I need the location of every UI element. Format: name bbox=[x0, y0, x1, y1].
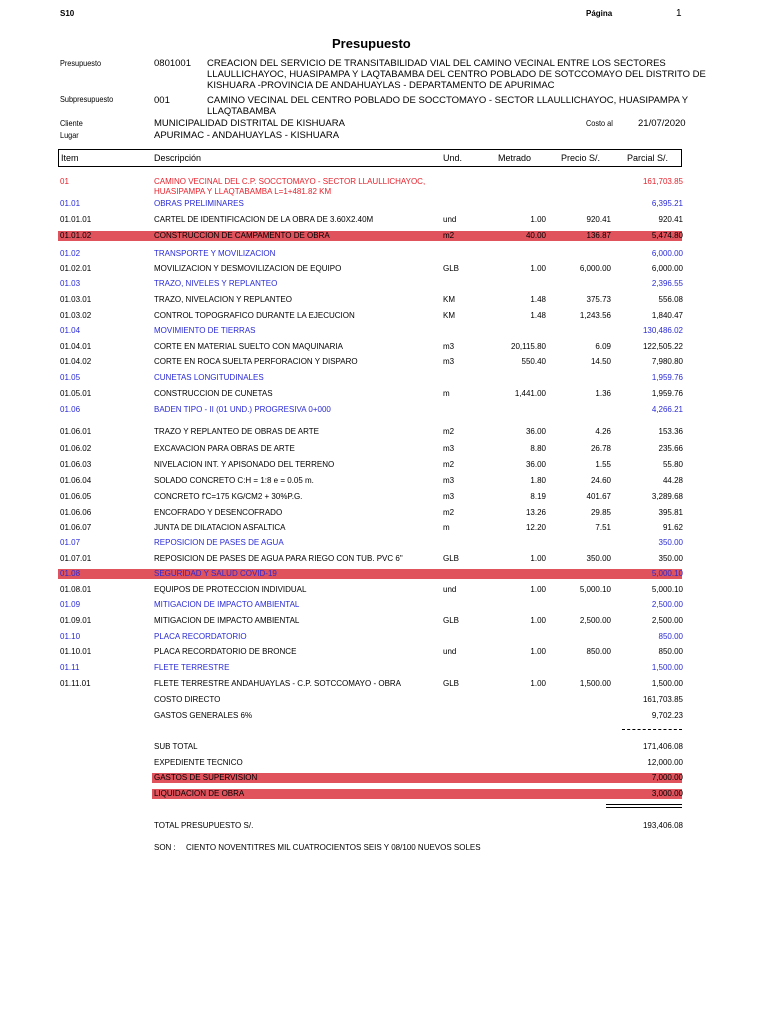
row-parcial: 920.41 bbox=[658, 215, 683, 224]
row-description: JUNTA DE DILATACION ASFALTICA bbox=[154, 523, 286, 532]
row-description: MITIGACION DE IMPACTO AMBIENTAL bbox=[154, 616, 300, 625]
row-unit: KM bbox=[443, 295, 455, 304]
row-description: REPOSICION DE PASES DE AGUA PARA RIEGO CON TUB. PVC 6" bbox=[154, 554, 403, 563]
row-parcial: 1,500.00 bbox=[651, 663, 683, 672]
col-precio-header: Precio S/. bbox=[561, 153, 601, 163]
row-description: MITIGACION DE IMPACTO AMBIENTAL bbox=[154, 600, 300, 609]
subpresupuesto-description-line: CAMINO VECINAL DEL CENTRO POBLADO DE SOCCTOMAYO - SECTOR LLAULLICHAYOC, HUASIPAMPA Y bbox=[207, 95, 689, 106]
col-parcial-header: Parcial S/. bbox=[627, 153, 669, 163]
row-unit: m3 bbox=[443, 492, 455, 501]
totals-value: 12,000.00 bbox=[647, 758, 683, 767]
table-row bbox=[0, 567, 768, 581]
row-unit: m3 bbox=[443, 444, 455, 453]
row-item-code: 01.06.04 bbox=[60, 476, 92, 485]
table-row bbox=[0, 403, 768, 417]
row-parcial: 2,500.00 bbox=[651, 600, 683, 609]
table-row bbox=[0, 490, 768, 504]
presupuesto-description bbox=[207, 58, 706, 91]
row-precio: 1,243.56 bbox=[579, 311, 611, 320]
row-unit: KM bbox=[443, 311, 455, 320]
row-item-code: 01.05.01 bbox=[60, 389, 92, 398]
row-unit: GLB bbox=[443, 616, 460, 625]
row-metrado: 8.19 bbox=[530, 492, 546, 501]
row-item-code: 01.03 bbox=[60, 279, 81, 288]
row-description: TRAZO Y REPLANTEO DE OBRAS DE ARTE bbox=[154, 427, 319, 436]
row-description: BADEN TIPO - II (01 UND.) PROGRESIVA 0+000 bbox=[154, 405, 331, 414]
row-unit: m3 bbox=[443, 357, 455, 366]
row-metrado: 1,441.00 bbox=[514, 389, 546, 398]
row-unit: m bbox=[443, 523, 450, 532]
row-precio: 1.55 bbox=[595, 460, 611, 469]
table-row bbox=[0, 458, 768, 472]
row-metrado: 550.40 bbox=[521, 357, 546, 366]
row-description: NIVELACION INT. Y APISONADO DEL TERRENO bbox=[154, 460, 335, 469]
row-metrado: 36.00 bbox=[525, 460, 546, 469]
row-parcial: 6,000.00 bbox=[651, 249, 683, 258]
col-und-header: Und. bbox=[443, 153, 463, 163]
row-item-code: 01.11 bbox=[60, 663, 80, 672]
table-row bbox=[0, 309, 768, 323]
subpresupuesto-code: 001 bbox=[154, 95, 170, 106]
row-precio: 26.78 bbox=[590, 444, 611, 453]
page-label: Página bbox=[586, 9, 613, 18]
table-row bbox=[0, 175, 768, 196]
page-title: Presupuesto bbox=[332, 36, 411, 51]
row-metrado: 1.80 bbox=[530, 476, 546, 485]
row-description: CORTE EN ROCA SUELTA PERFORACION Y DISPARO bbox=[154, 357, 358, 366]
row-description: SEGURIDAD Y SALUD COVID-19 bbox=[154, 569, 277, 578]
row-parcial: 6,000.00 bbox=[651, 264, 683, 273]
son-text: CIENTO NOVENTITRES MIL CUATROCIENTOS SEIS Y 08/100 NUEVOS SOLES bbox=[186, 843, 481, 852]
row-unit: und bbox=[443, 647, 457, 656]
subtotal-separator bbox=[622, 729, 682, 730]
row-parcial: 1,500.00 bbox=[651, 679, 683, 688]
row-metrado: 12.20 bbox=[525, 523, 546, 532]
table-row bbox=[0, 630, 768, 644]
table-row bbox=[0, 506, 768, 520]
row-description: CONTROL TOPOGRAFICO DURANTE LA EJECUCION bbox=[154, 311, 355, 320]
table-row bbox=[0, 645, 768, 659]
system-label: S10 bbox=[60, 9, 75, 18]
table-row bbox=[0, 425, 768, 439]
row-metrado: 1.00 bbox=[530, 215, 546, 224]
row-metrado: 13.26 bbox=[525, 508, 546, 517]
table-row bbox=[0, 474, 768, 488]
totals-value: 171,406.08 bbox=[642, 742, 683, 751]
row-unit: GLB bbox=[443, 554, 460, 563]
table-row bbox=[0, 583, 768, 597]
row-item-code: 01.03.01 bbox=[60, 295, 92, 304]
table-row bbox=[0, 262, 768, 276]
row-metrado: 1.00 bbox=[530, 585, 546, 594]
row-metrado: 1.00 bbox=[530, 679, 546, 688]
row-parcial: 3,289.68 bbox=[651, 492, 683, 501]
row-precio: 6,000.00 bbox=[579, 264, 611, 273]
row-parcial: 2,500.00 bbox=[651, 616, 683, 625]
row-description: EXCAVACION PARA OBRAS DE ARTE bbox=[154, 444, 295, 453]
totals-value: 9,702.23 bbox=[651, 711, 683, 720]
row-parcial: 850.00 bbox=[658, 632, 683, 641]
totals-label: EXPEDIENTE TECNICO bbox=[154, 758, 243, 767]
row-description: FLETE TERRESTRE ANDAHUAYLAS - C.P. SOTCCOMAYO - OBRA bbox=[154, 679, 402, 688]
subpresupuesto-label: Subpresupuesto bbox=[60, 94, 114, 104]
subpresupuesto-description bbox=[207, 95, 688, 117]
row-metrado: 20,115.80 bbox=[511, 342, 546, 351]
totals-label: GASTOS GENERALES 6% bbox=[154, 711, 253, 720]
row-description: CARTEL DE IDENTIFICACION DE LA OBRA DE 3.60X2.40M bbox=[154, 215, 374, 224]
row-description: PLACA RECORDATORIO DE BRONCE bbox=[154, 647, 297, 656]
row-precio: 4.26 bbox=[595, 427, 611, 436]
row-item-code: 01.04.01 bbox=[60, 342, 92, 351]
col-item-header: Item bbox=[61, 153, 79, 163]
row-unit: und bbox=[443, 215, 457, 224]
row-parcial: 5,474.80 bbox=[651, 231, 683, 240]
row-description: TRAZO, NIVELACION Y REPLANTEO bbox=[154, 295, 292, 304]
row-item-code: 01.06.05 bbox=[60, 492, 92, 501]
totals-row bbox=[0, 771, 768, 785]
table-row bbox=[0, 677, 768, 691]
row-precio: 7.51 bbox=[595, 523, 611, 532]
presupuesto-label: Presupuesto bbox=[60, 58, 102, 68]
row-item-code: 01.06.01 bbox=[60, 427, 92, 436]
row-metrado: 1.48 bbox=[530, 311, 546, 320]
row-description: CONSTRUCCION DE CAMPAMENTO DE OBRA bbox=[154, 231, 330, 240]
totals-row bbox=[0, 709, 768, 723]
row-unit: und bbox=[443, 585, 457, 594]
row-metrado: 1.00 bbox=[530, 616, 546, 625]
totals-row bbox=[0, 756, 768, 770]
row-precio: 350.00 bbox=[586, 554, 611, 563]
row-parcial: 44.28 bbox=[662, 476, 683, 485]
row-item-code: 01.06.02 bbox=[60, 444, 92, 453]
row-parcial: 161,703.85 bbox=[642, 177, 683, 186]
row-precio: 850.00 bbox=[586, 647, 611, 656]
row-parcial: 850.00 bbox=[658, 647, 683, 656]
row-metrado: 1.00 bbox=[530, 264, 546, 273]
total-separator-bottom bbox=[606, 807, 682, 808]
row-precio: 920.41 bbox=[586, 215, 611, 224]
subpresupuesto-description-line: LLAQTABAMBA bbox=[207, 106, 276, 117]
row-unit: m3 bbox=[443, 476, 455, 485]
row-description-line2: HUASIPAMPA Y LLAQTABAMBA L=1+481.82 KM bbox=[154, 187, 332, 196]
row-precio: 375.73 bbox=[586, 295, 611, 304]
totals-value: 193,406.08 bbox=[642, 821, 683, 830]
table-row bbox=[0, 552, 768, 566]
row-item-code: 01.09.01 bbox=[60, 616, 92, 625]
table-row bbox=[0, 229, 768, 243]
row-description: CONSTRUCCION DE CUNETAS bbox=[154, 389, 273, 398]
row-description: MOVILIZACION Y DESMOVILIZACION DE EQUIPO bbox=[154, 264, 342, 273]
costo-label: Costo al bbox=[586, 118, 613, 128]
row-precio: 401.67 bbox=[586, 492, 611, 501]
row-description: CONCRETO f'C=175 KG/CM2 + 30%P.G. bbox=[154, 492, 303, 501]
row-item-code: 01.01.01 bbox=[60, 215, 92, 224]
presupuesto-description-line: KISHUARA -PROVINCIA DE ANDAHUAYLAS - DEPARTAMENTO DE APURIMAC bbox=[207, 80, 555, 91]
row-item-code: 01.11.01 bbox=[60, 679, 91, 688]
table-row bbox=[0, 213, 768, 227]
table-row bbox=[0, 355, 768, 369]
table-row bbox=[0, 521, 768, 535]
row-item-code: 01.06 bbox=[60, 405, 81, 414]
totals-label: SUB TOTAL bbox=[154, 742, 198, 751]
row-description: CORTE EN MATERIAL SUELTO CON MAQUINARIA bbox=[154, 342, 343, 351]
totals-label: COSTO DIRECTO bbox=[154, 695, 221, 704]
totals-row bbox=[0, 740, 768, 754]
totals-label: LIQUIDACION DE OBRA bbox=[154, 789, 245, 798]
row-parcial: 5,000.10 bbox=[651, 585, 683, 594]
presupuesto-code: 0801001 bbox=[154, 58, 191, 69]
row-metrado: 40.00 bbox=[525, 231, 546, 240]
totals-row bbox=[0, 819, 768, 833]
row-precio: 1.36 bbox=[595, 389, 611, 398]
row-parcial: 7,980.80 bbox=[651, 357, 683, 366]
row-description: FLETE TERRESTRE bbox=[154, 663, 230, 672]
row-description: CAMINO VECINAL DEL C.P. SOCCTOMAYO - SECTOR LLAULLICHAYOC, bbox=[154, 177, 426, 186]
table-row bbox=[0, 387, 768, 401]
totals-label: TOTAL PRESUPUESTO S/. bbox=[154, 821, 254, 830]
row-parcial: 55.80 bbox=[662, 460, 683, 469]
table-row bbox=[0, 661, 768, 675]
totals-row bbox=[0, 787, 768, 801]
table-row bbox=[0, 293, 768, 307]
row-unit: GLB bbox=[443, 679, 460, 688]
row-metrado: 1.00 bbox=[530, 554, 546, 563]
totals-value: 161,703.85 bbox=[642, 695, 683, 704]
row-parcial: 235.66 bbox=[658, 444, 683, 453]
table-row bbox=[0, 614, 768, 628]
row-item-code: 01.03.02 bbox=[60, 311, 92, 320]
row-item-code: 01.10.01 bbox=[60, 647, 92, 656]
table-row bbox=[0, 371, 768, 385]
totals-row bbox=[0, 693, 768, 707]
row-item-code: 01.07.01 bbox=[60, 554, 92, 563]
row-parcial: 5,000.10 bbox=[651, 569, 683, 578]
row-item-code: 01.08 bbox=[60, 569, 81, 578]
row-parcial: 1,959.76 bbox=[651, 389, 683, 398]
row-parcial: 350.00 bbox=[658, 538, 683, 547]
row-parcial: 122,505.22 bbox=[642, 342, 683, 351]
row-unit: m2 bbox=[443, 231, 455, 240]
table-row bbox=[0, 536, 768, 550]
row-description: ENCOFRADO Y DESENCOFRADO bbox=[154, 508, 283, 517]
son-label: SON : bbox=[154, 843, 176, 852]
costo-date: 21/07/2020 bbox=[638, 118, 686, 129]
lugar-value: APURIMAC - ANDAHUAYLAS - KISHUARA bbox=[154, 130, 340, 141]
row-parcial: 1,959.76 bbox=[651, 373, 683, 382]
row-parcial: 4,266.21 bbox=[651, 405, 683, 414]
row-item-code: 01.06.07 bbox=[60, 523, 92, 532]
row-unit: m2 bbox=[443, 460, 455, 469]
row-unit: GLB bbox=[443, 264, 460, 273]
row-parcial: 6,395.21 bbox=[651, 199, 683, 208]
row-description: CUNETAS LONGITUDINALES bbox=[154, 373, 264, 382]
row-description: EQUIPOS DE PROTECCION INDIVIDUAL bbox=[154, 585, 307, 594]
row-item-code: 01.06.03 bbox=[60, 460, 92, 469]
row-precio: 29.85 bbox=[590, 508, 611, 517]
row-item-code: 01.02 bbox=[60, 249, 81, 258]
row-parcial: 395.81 bbox=[658, 508, 683, 517]
row-description: SOLADO CONCRETO C:H = 1:8 e = 0.05 m. bbox=[154, 476, 314, 485]
totals-label: GASTOS DE SUPERVISION bbox=[154, 773, 258, 782]
table-row bbox=[0, 324, 768, 338]
totals-value: 3,000.00 bbox=[651, 789, 683, 798]
row-item-code: 01.07 bbox=[60, 538, 81, 547]
row-item-code: 01.09 bbox=[60, 600, 81, 609]
row-metrado: 8.80 bbox=[530, 444, 546, 453]
totals-value: 7,000.00 bbox=[651, 773, 683, 782]
row-parcial: 350.00 bbox=[658, 554, 683, 563]
total-separator-top bbox=[606, 804, 682, 805]
table-row bbox=[0, 277, 768, 291]
row-item-code: 01.08.01 bbox=[60, 585, 92, 594]
row-metrado: 36.00 bbox=[525, 427, 546, 436]
row-item-code: 01 bbox=[60, 177, 69, 186]
row-metrado: 1.48 bbox=[530, 295, 546, 304]
table-row bbox=[0, 340, 768, 354]
row-description: TRANSPORTE Y MOVILIZACION bbox=[154, 249, 276, 258]
row-unit: m bbox=[443, 389, 450, 398]
row-parcial: 556.08 bbox=[658, 295, 683, 304]
row-item-code: 01.01.02 bbox=[60, 231, 92, 240]
row-item-code: 01.04.02 bbox=[60, 357, 92, 366]
lugar-label: Lugar bbox=[60, 130, 79, 140]
row-parcial: 91.62 bbox=[662, 523, 683, 532]
table-row bbox=[0, 247, 768, 261]
row-precio: 24.60 bbox=[590, 476, 611, 485]
row-parcial: 153.36 bbox=[658, 427, 683, 436]
row-item-code: 01.10 bbox=[60, 632, 81, 641]
cliente-value: MUNICIPALIDAD DISTRITAL DE KISHUARA bbox=[154, 118, 345, 129]
row-parcial: 2,396.55 bbox=[651, 279, 683, 288]
page-number: 1 bbox=[676, 8, 682, 19]
row-description: MOVIMIENTO DE TIERRAS bbox=[154, 326, 256, 335]
row-item-code: 01.01 bbox=[60, 199, 81, 208]
table-row bbox=[0, 442, 768, 456]
row-description: TRAZO, NIVELES Y REPLANTEO bbox=[154, 279, 278, 288]
row-description: OBRAS PRELIMINARES bbox=[154, 199, 244, 208]
row-parcial: 1,840.47 bbox=[651, 311, 683, 320]
row-precio: 136.87 bbox=[586, 231, 611, 240]
row-description: REPOSICION DE PASES DE AGUA bbox=[154, 538, 284, 547]
row-metrado: 1.00 bbox=[530, 647, 546, 656]
row-unit: m3 bbox=[443, 342, 455, 351]
row-item-code: 01.06.06 bbox=[60, 508, 92, 517]
col-metrado-header: Metrado bbox=[498, 153, 532, 163]
presupuesto-description-line: LLAULLICHAYOC, HUASIPAMPA Y LAQTABAMBA DEL CENTRO POBLADO DE SOTCCOMAYO DEL DISTRITO DE bbox=[207, 69, 706, 80]
row-unit: m2 bbox=[443, 427, 455, 436]
row-item-code: 01.05 bbox=[60, 373, 81, 382]
row-item-code: 01.02.01 bbox=[60, 264, 92, 273]
table-row bbox=[0, 197, 768, 211]
table-row bbox=[0, 598, 768, 612]
row-precio: 14.50 bbox=[590, 357, 611, 366]
row-precio: 6.09 bbox=[595, 342, 611, 351]
col-descripcion-header: Descripción bbox=[154, 153, 202, 163]
row-description: PLACA RECORDATORIO bbox=[154, 632, 247, 641]
row-precio: 5,000.10 bbox=[579, 585, 611, 594]
row-unit: m2 bbox=[443, 508, 455, 517]
row-precio: 1,500.00 bbox=[579, 679, 611, 688]
row-parcial: 130,486.02 bbox=[642, 326, 683, 335]
row-item-code: 01.04 bbox=[60, 326, 81, 335]
presupuesto-description-line: CREACION DEL SERVICIO DE TRANSITABILIDAD VIAL DEL CAMINO VECINAL ENTRE LOS SECTORES bbox=[207, 58, 666, 69]
cliente-label: Cliente bbox=[60, 118, 83, 128]
row-precio: 2,500.00 bbox=[579, 616, 611, 625]
